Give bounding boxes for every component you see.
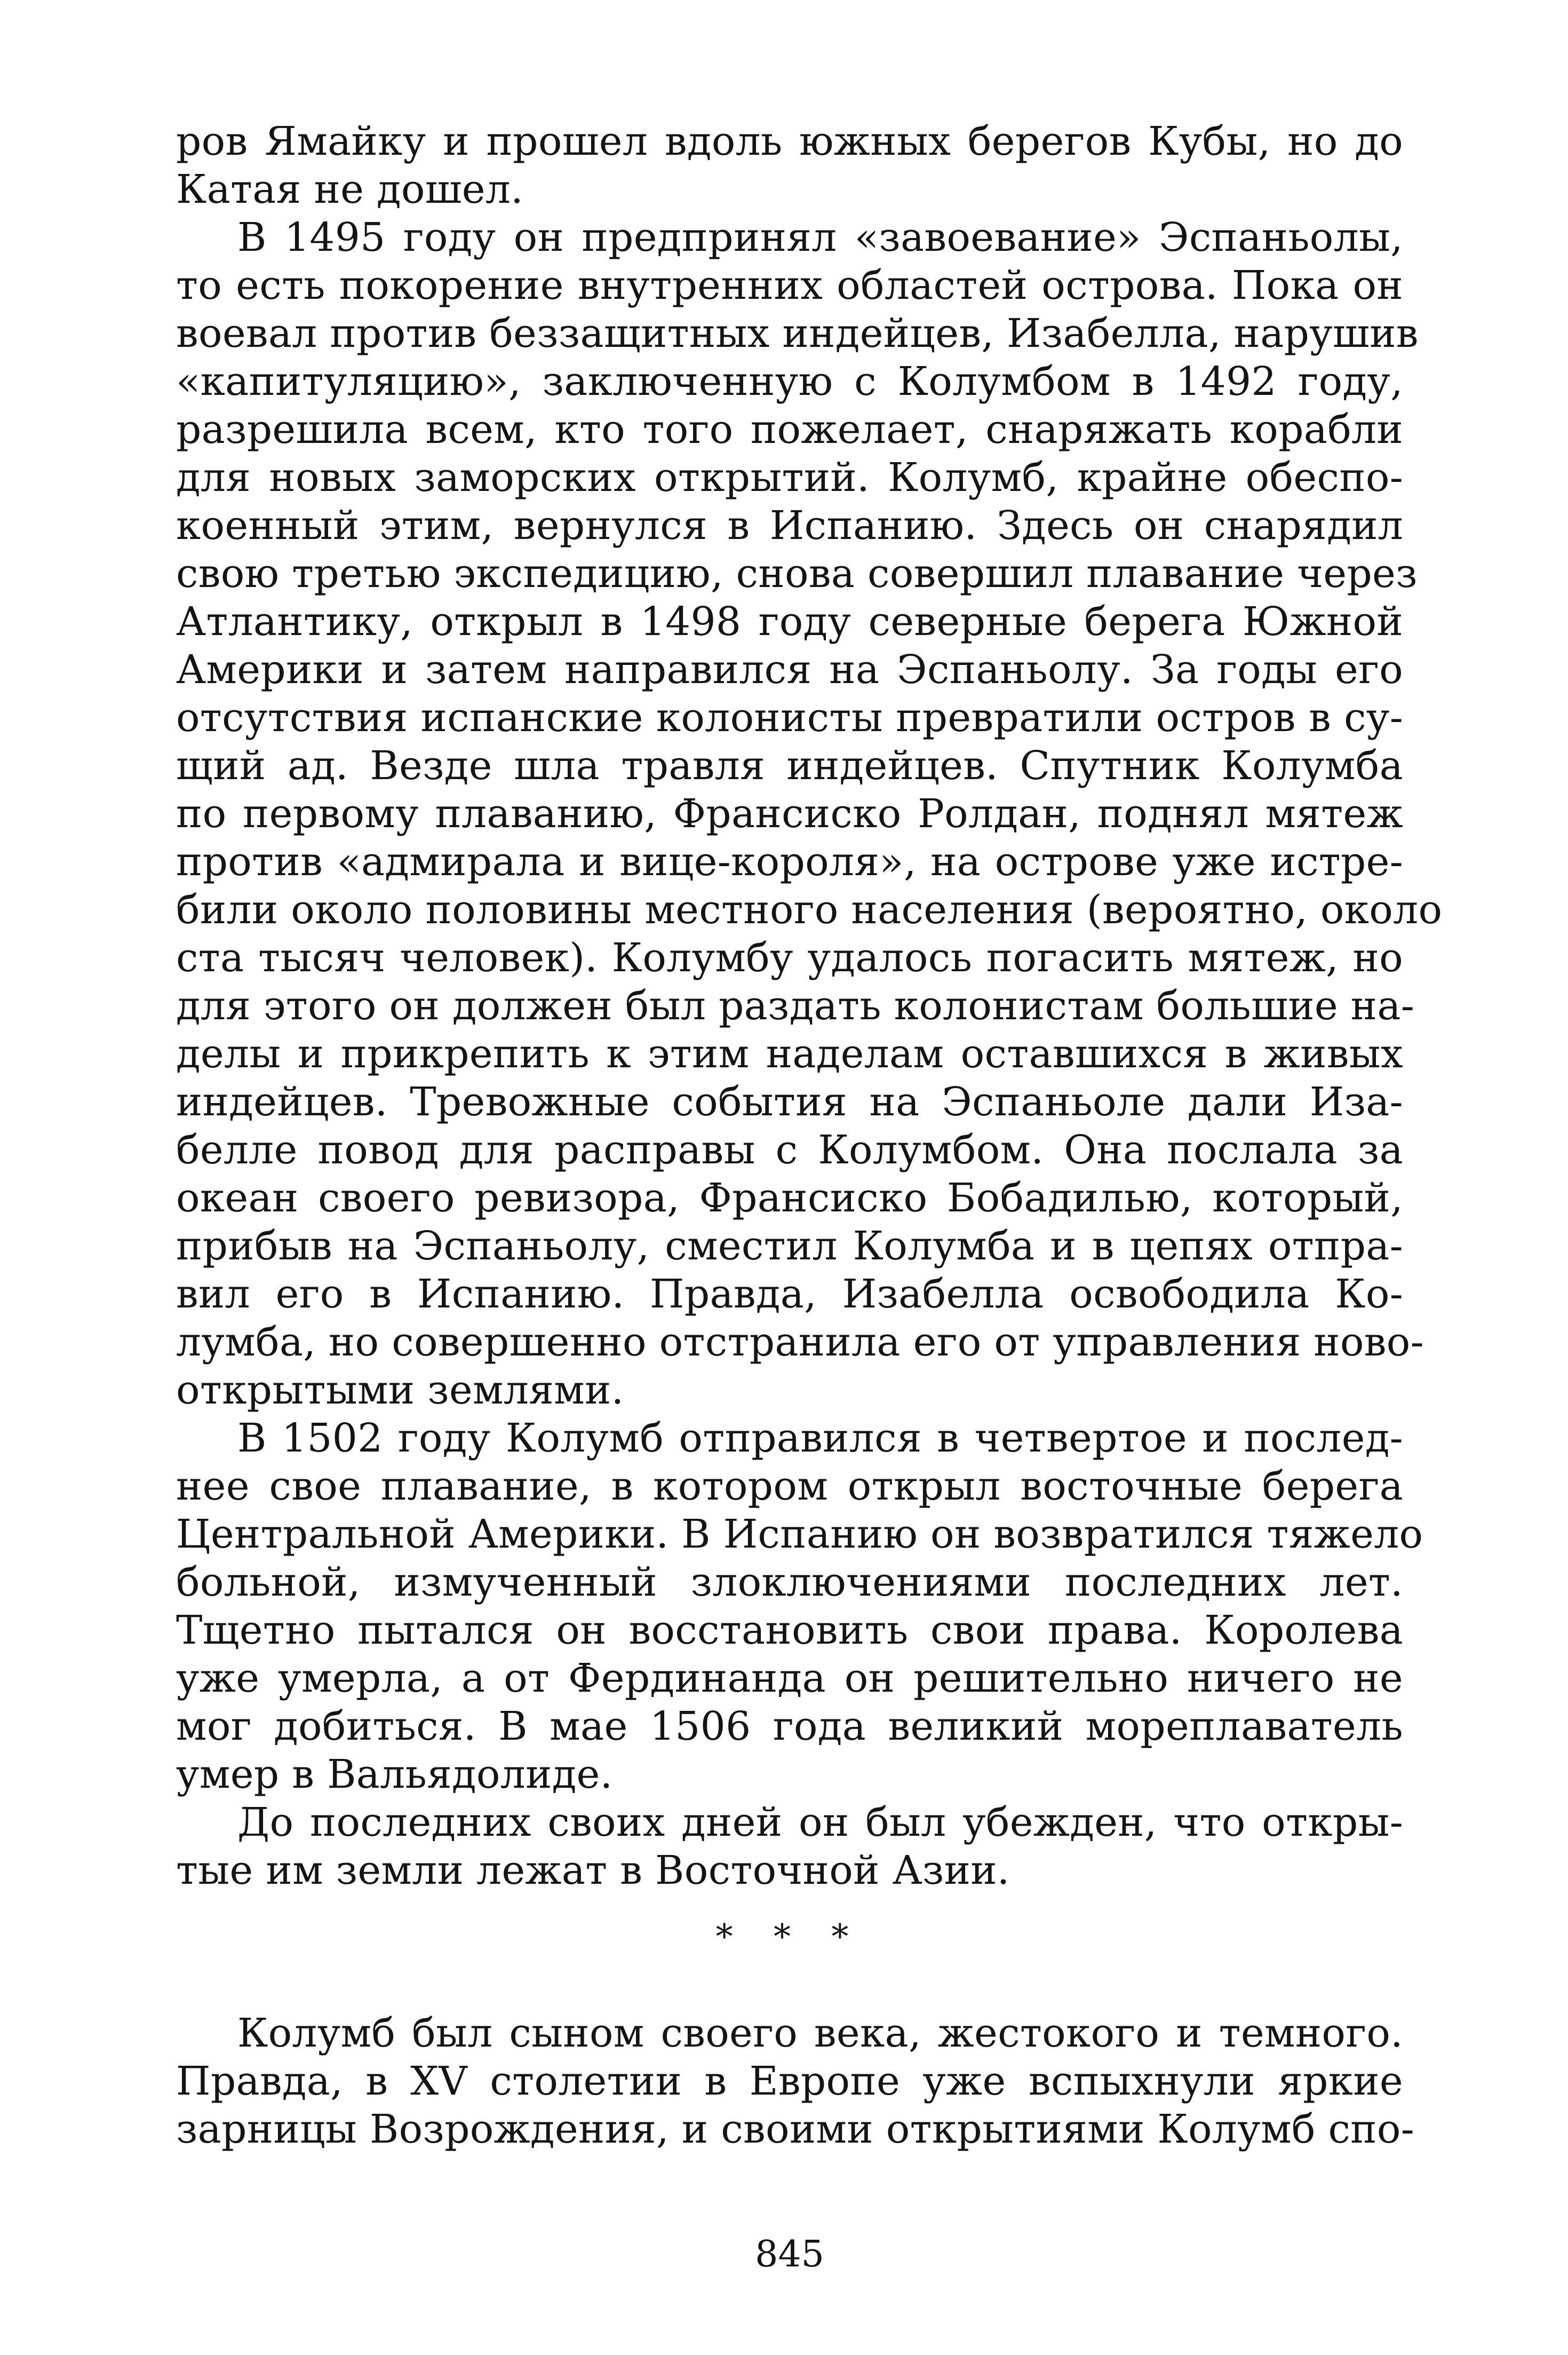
text-line: Колумб был сыном своего века, жестокого и темного. [237, 2010, 1403, 2056]
text-line: разрешила всем, кто того пожелает, снаряжать корабли [176, 407, 1403, 453]
text-line: открытыми землями. [176, 1367, 624, 1413]
main-text-block [176, 117, 1443, 1894]
text-line: лумба, но совершенно отстранила его от управления ново- [176, 1319, 1424, 1365]
text-line: били около половины местного населения (вероятно, около [176, 887, 1443, 933]
text-line: ста тысяч человек). Колумбу удалось погасить мятеж, но [176, 935, 1403, 981]
text-line: Правда, в XV столетии в Европе уже вспыхнули яркие [176, 2058, 1403, 2104]
text-line: для новых заморских открытий. Колумб, крайне обеспо- [176, 455, 1403, 501]
text-line: против «адмирала и вице-короля», на острове уже истре- [176, 839, 1403, 885]
text-line: прибыв на Эспаньолу, сместил Колумба и в цепях отпра- [176, 1223, 1403, 1269]
text-line: ров Ямайку и прошел вдоль южных берегов Кубы, но до [176, 118, 1403, 164]
text-line: нее свое плавание, в котором открыл восточные берега [176, 1463, 1403, 1509]
text-line: В 1495 году он предпринял «завоевание» Эспаньолы, [237, 215, 1403, 260]
text-line: В 1502 году Колумб отправился в четвертое и послед- [237, 1415, 1403, 1461]
text-line: тые им земли лежат в Восточной Азии. [176, 1847, 1010, 1893]
text-line: то есть покорение внутренних областей острова. Пока он [176, 263, 1403, 308]
text-line: мог добиться. В мае 1506 года великий мореплаватель [176, 1703, 1403, 1749]
text-line: по первому плаванию, Франсиско Ролдан, поднял мятеж [176, 791, 1403, 837]
text-line: Катая не дошел. [176, 166, 524, 212]
page-number: 845 [755, 2233, 824, 2275]
text-line: коенный этим, вернулся в Испанию. Здесь он снарядил [176, 503, 1403, 549]
text-line: больной, измученный злоключениями последних лет. [176, 1559, 1403, 1605]
text-line: зарницы Возрождения, и своими открытиями Колумб спо- [176, 2106, 1415, 2152]
text-line: отсутствия испанские колонисты превратили остров в су- [176, 695, 1403, 741]
text-line: свою третью экспедицию, снова совершил плавание через [176, 551, 1418, 597]
book-page [176, 117, 1443, 2275]
text-line: «капитуляцию», заключенную с Колумбом в 1492 году, [176, 359, 1403, 405]
text-line: Атлантику, открыл в 1498 году северные берега Южной [176, 599, 1403, 645]
text-line: океан своего ревизора, Франсиско Бобадилью, который, [176, 1175, 1403, 1221]
text-line: индейцев. Тревожные события на Эспаньоле дали Иза- [176, 1079, 1403, 1125]
text-line: Тщетно пытался он восстановить свои права. Королева [176, 1607, 1403, 1653]
section-separator: * * * [715, 1917, 864, 1957]
text-line: белле повод для расправы с Колумбом. Она послала за [176, 1127, 1403, 1173]
text-line: уже умерла, а от Фердинанда он решительно ничего не [176, 1655, 1403, 1701]
text-line: умер в Вальядолиде. [176, 1751, 613, 1797]
text-line: делы и прикрепить к этим наделам оставшихся в живых [176, 1031, 1403, 1077]
text-line: для этого он должен был раздать колонистам большие на- [176, 983, 1415, 1029]
text-line: воевал против беззащитных индейцев, Изабелла, нарушив [176, 311, 1419, 356]
text-line: щий ад. Везде шла травля индейцев. Спутник Колумба [176, 743, 1403, 789]
text-line: До последних своих дней он был убежден, что откры- [237, 1799, 1403, 1845]
text-line: Америки и затем направился на Эспаньолу. За годы его [176, 647, 1403, 693]
text-line: Центральной Америки. В Испанию он возвратился тяжело [176, 1511, 1423, 1557]
next-section-text-block [176, 2009, 1415, 2153]
text-line: вил его в Испанию. Правда, Изабелла освободила Ко- [176, 1271, 1403, 1317]
